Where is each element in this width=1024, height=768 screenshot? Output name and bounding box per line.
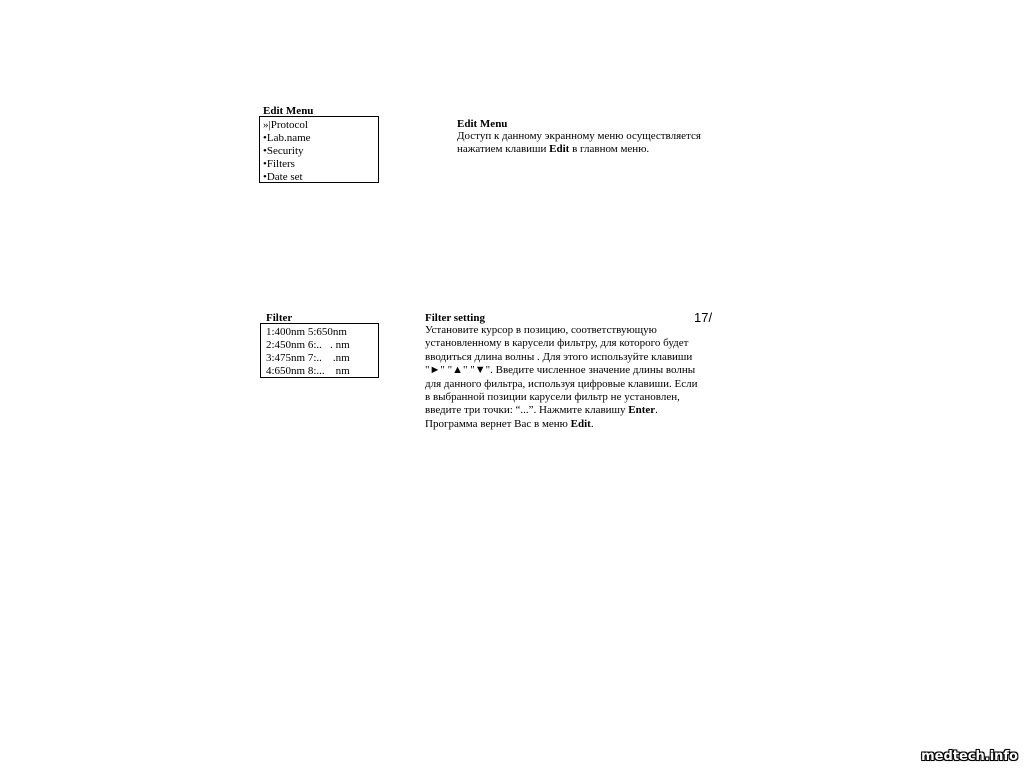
- filter-desc-key-enter: Enter: [628, 404, 656, 417]
- edit-menu-screen: [259, 116, 379, 183]
- watermark: medtech.info: [921, 749, 1018, 764]
- filter-row: 1:400nm 5:650nm: [266, 326, 347, 338]
- edit-menu-description: [457, 130, 727, 157]
- edit-desc-text-after: в главном меню.: [569, 143, 650, 156]
- filter-desc-text-3: .: [590, 417, 594, 430]
- filter-desc-key-edit: Edit: [570, 417, 591, 430]
- edit-menu-description-title: Edit Menu: [457, 118, 508, 130]
- page-number: 17/: [694, 310, 713, 325]
- filter-row: 3:475nm 7:.. .nm: [266, 352, 350, 364]
- edit-menu-item-lab-name: •Lab.name: [263, 132, 311, 144]
- edit-menu-item-filters: •Filters: [263, 158, 295, 170]
- filter-desc-text-1: Установите курсор в позицию, соответствующую установленному в карусели фильтру, для которого будет вводиться длина волны . Для этого используйте клавиши "►" "▲" "▼". Введите численное значение длины волны для данного фильтра, используя цифровые клавиши. Если в выбранной позиции карусели фильтр не установлен, введите три точки: “...”. Нажмите клавишу: [425, 324, 698, 417]
- filter-setting-description: [425, 324, 700, 431]
- filter-row: 4:650nm 8:... nm: [266, 365, 350, 377]
- filter-desc-text-2: . Программа вернет Вас в меню: [425, 404, 658, 430]
- filter-row: 2:450nm 6:.. . nm: [266, 339, 350, 351]
- edit-menu-screen-title: Edit Menu: [263, 105, 314, 117]
- edit-desc-text-before: Доступ к данному экранному меню осуществляется нажатием клавиши: [457, 130, 701, 156]
- filter-setting-title: Filter setting: [425, 312, 485, 324]
- edit-menu-item-date-set: •Date set: [263, 171, 303, 183]
- filter-screen-title: Filter: [266, 312, 293, 324]
- filter-screen: [260, 323, 379, 378]
- edit-desc-key: Edit: [549, 143, 570, 156]
- edit-menu-item-protocol: »|Protocol: [263, 119, 308, 131]
- edit-menu-item-security: •Security: [263, 145, 304, 157]
